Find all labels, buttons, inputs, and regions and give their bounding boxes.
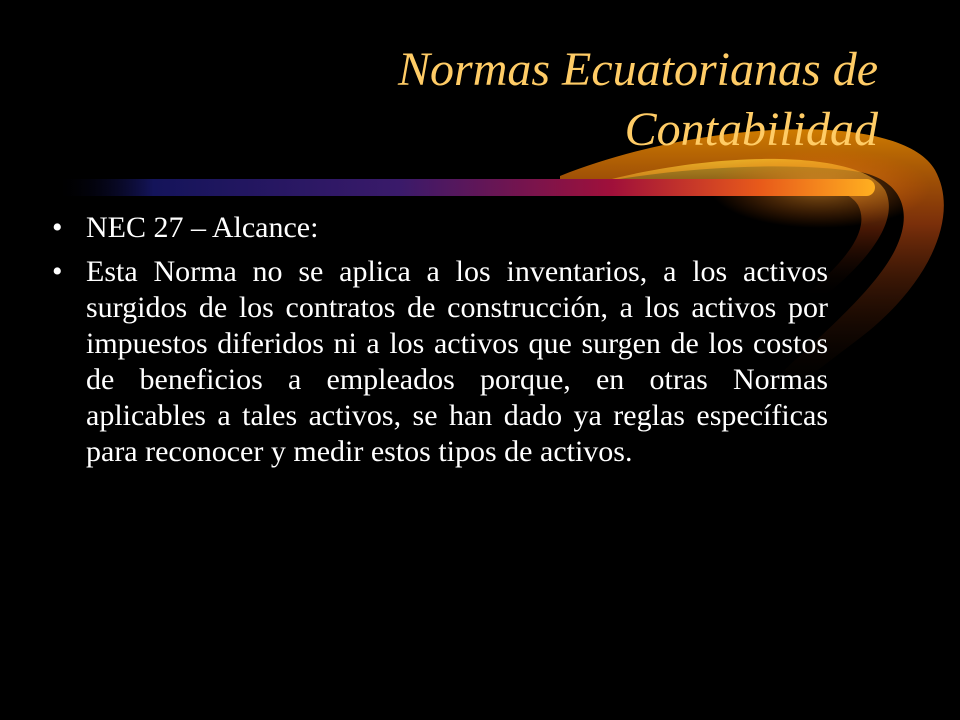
bullet-item-text: Esta Norma no se aplica a los inventarios, a los activos surgidos de los contratos de construcción, a los activos por impuestos diferidos ni a los activos que surgen de los costos de beneficios a empleados porque, en otras Normas aplicables a tales activos, se han dado ya reglas específicas para reconocer y medir estos tipos de activos.: [86, 255, 828, 468]
bullet-item-scope-description: [52, 254, 828, 470]
bullet-item-text: NEC 27 – Alcance:: [86, 211, 319, 244]
slide-title-line-1: Normas Ecuatorianas de: [398, 43, 878, 96]
slide-title-line-2: Contabilidad: [624, 103, 878, 156]
bullet-icon: •: [52, 255, 63, 288]
bullet-icon: •: [52, 211, 63, 244]
bullet-list: [52, 210, 828, 478]
bullet-item-scope-heading: [52, 210, 828, 246]
slide-title: [118, 40, 878, 160]
